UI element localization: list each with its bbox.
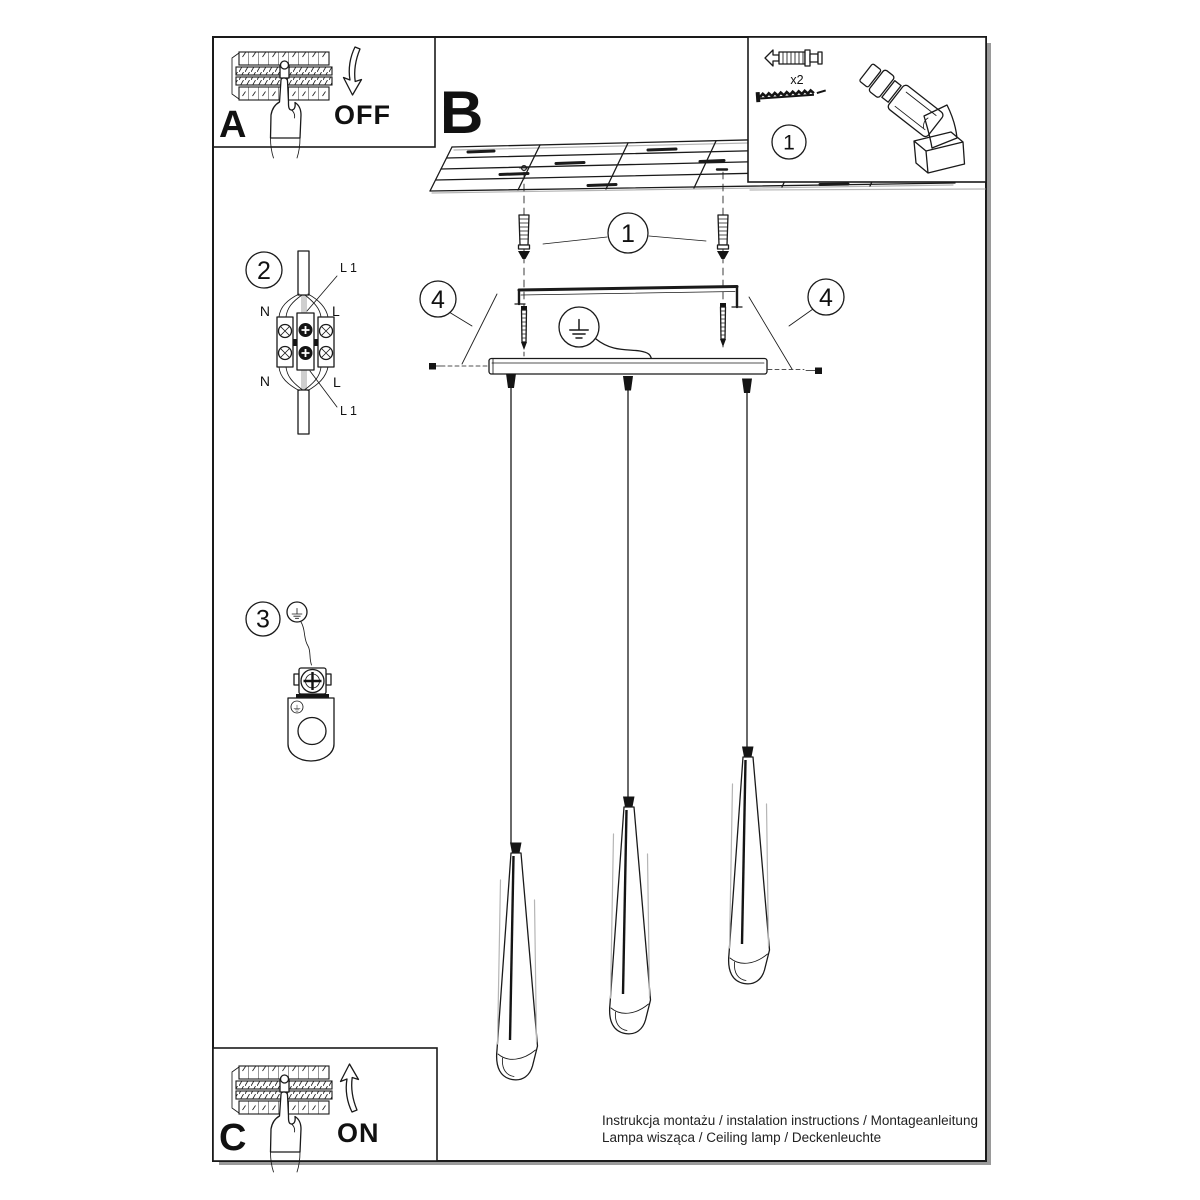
callout-2-label: 2 — [257, 257, 271, 285]
terminal-block — [277, 313, 334, 370]
footer-line-1: Instrukcja montażu / instalation instructions / Montageanleitung — [602, 1113, 978, 1128]
panel-c — [213, 1048, 437, 1172]
canopy-bar — [489, 359, 767, 375]
terminal-l-top-label: L — [332, 303, 340, 319]
l1-top-label: L 1 — [340, 261, 357, 275]
panel-parts — [748, 37, 986, 182]
terminal-l-bottom-label: L — [333, 374, 341, 390]
l1-bottom-label: L 1 — [340, 404, 357, 418]
anchor-quantity-label: x2 — [790, 73, 804, 87]
callout-1-parts — [772, 125, 806, 159]
bracket-screw-left-icon — [521, 306, 527, 350]
bracket-screw-right-icon — [720, 303, 726, 347]
wall-anchor-left-icon — [518, 215, 530, 259]
callout-4-right-label: 4 — [819, 284, 833, 312]
wall-anchor-right-icon — [717, 215, 729, 259]
ground-terminal — [294, 668, 331, 698]
callout-1-label: 1 — [621, 220, 635, 248]
callout-3-label: 3 — [256, 605, 270, 634]
step-a-label: A — [219, 104, 247, 146]
page-shadow-right — [987, 43, 991, 1165]
footer-line-2: Lampa wisząca / Ceiling lamp / Deckenleuchte — [602, 1130, 882, 1145]
mount-plate-end — [288, 698, 334, 761]
callout-4-left-label: 4 — [431, 286, 445, 314]
terminal-n-top-label: N — [259, 303, 270, 319]
step-b-label: B — [440, 79, 484, 146]
terminal-n-bottom-label: N — [259, 373, 270, 389]
page-frame — [213, 37, 986, 1161]
callout-1-parts-label: 1 — [783, 131, 795, 155]
on-label: ON — [337, 1118, 380, 1148]
off-label: OFF — [334, 100, 391, 130]
step-c-label: C — [219, 1117, 247, 1159]
